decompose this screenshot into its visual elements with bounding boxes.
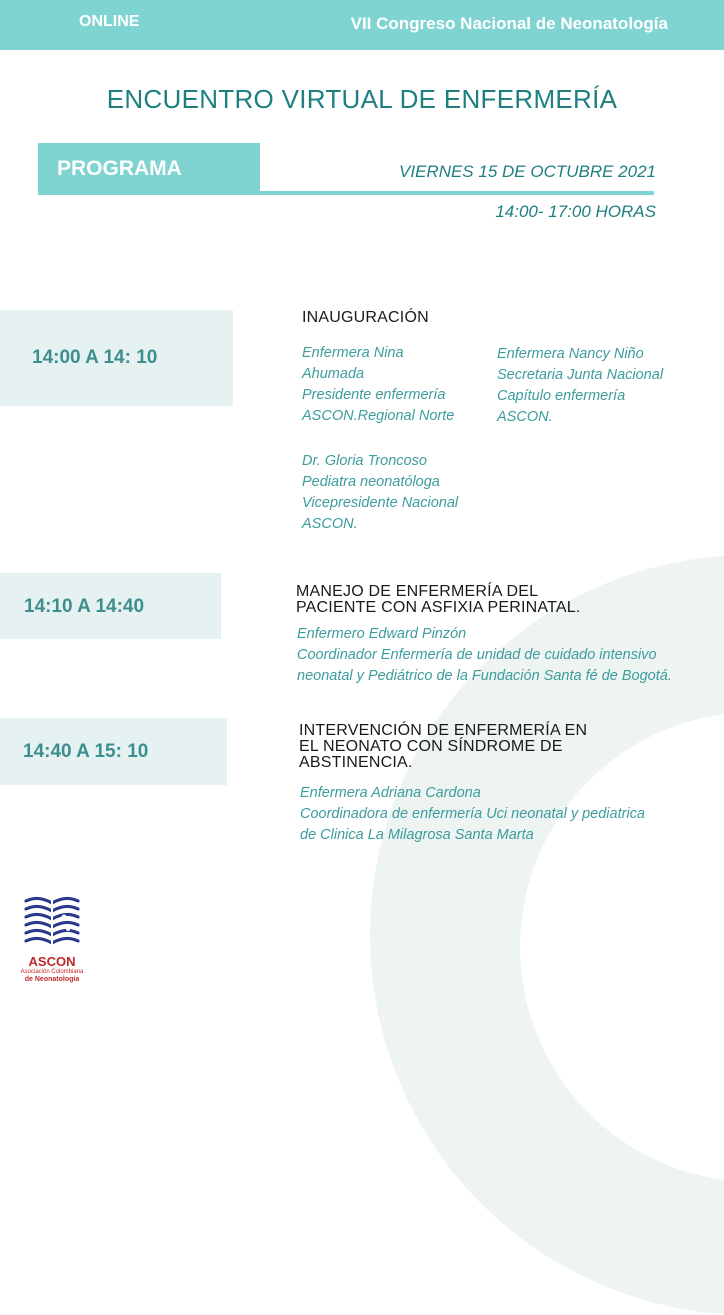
speaker-line: ASCON. [497,409,553,425]
speaker-line: neonatal y Pediátrico de la Fundación Santa fé de Bogotá. [297,668,672,684]
session-title-line: ABSTINENCIA. [299,754,413,771]
session-title-line: INTERVENCIÓN DE ENFERMERÍA EN [299,722,588,739]
speaker-line: Dr. Gloria Troncoso [302,453,427,469]
page-title: ENCUENTRO VIRTUAL DE ENFERMERÍA [106,84,618,114]
speaker-line: ASCON. [302,516,358,532]
session-time: 14:10 A 14:40 [24,596,145,617]
session-time: 14:40 A 15: 10 [23,741,149,762]
speaker-card [297,624,672,687]
speaker-card [302,343,454,427]
session-time: 14:00 A 14: 10 [32,347,158,368]
speaker-line: Vicepresidente Nacional [302,495,459,511]
logo-name: ASCON [28,954,76,969]
program-divider [260,191,654,195]
speaker-line: Enfermera Nina [302,345,404,361]
speaker-line: Secretaria Junta Nacional [497,367,664,383]
session-time-block [0,573,221,639]
speaker-card [300,783,645,846]
session-title [299,723,587,771]
speaker-line: Pediatra neonatóloga [302,474,440,490]
speaker-card [302,451,458,535]
session-title-line: INAUGURACIÓN [302,309,429,326]
speaker-line: ASCON.Regional Norte [302,408,455,424]
program-label: PROGRAMA [57,157,182,180]
speaker-line: Enfermero Edward Pinzón [297,626,467,642]
top-banner [0,0,724,50]
speaker-card [497,344,663,428]
online-label: ONLINE [79,13,140,30]
session-title-line: MANEJO DE ENFERMERÍA DEL [296,583,539,600]
speaker-line: Capítulo enfermería [497,388,626,404]
speaker-line: Enfermera Adriana Cardona [300,785,481,801]
ascon-logo-icon [20,895,84,955]
speaker-line: Presidente enfermería [302,387,446,403]
logo-subtitle: Asociación Colombiana [20,969,84,975]
event-date: VIERNES 15 DE OCTUBRE 2021 [399,162,656,181]
logo-subtitle-2: de Neonatología [24,976,80,983]
session-title-line: EL NEONATO CON SÍNDROME DE [299,738,563,755]
session-title [296,584,581,616]
session-time-block [0,718,227,785]
speaker-line: Ahumada [302,366,365,382]
event-hours: 14:00- 17:00 HORAS [495,202,656,221]
speaker-line: Coordinador Enfermería de unidad de cuidado intensivo [297,647,657,663]
session-time-block [0,310,233,406]
speaker-line: Coordinadora de enfermería Uci neonatal y pediatrica [300,806,645,822]
session-title-line: PACIENTE CON ASFIXIA PERINATAL. [296,599,581,616]
program-banner [38,143,260,195]
speaker-line: Enfermera Nancy Niño [497,346,644,362]
session-title [302,310,429,326]
congress-title: VII Congreso Nacional de Neonatología [350,14,668,33]
speaker-line: de Clinica La Milagrosa Santa Marta [300,827,534,843]
